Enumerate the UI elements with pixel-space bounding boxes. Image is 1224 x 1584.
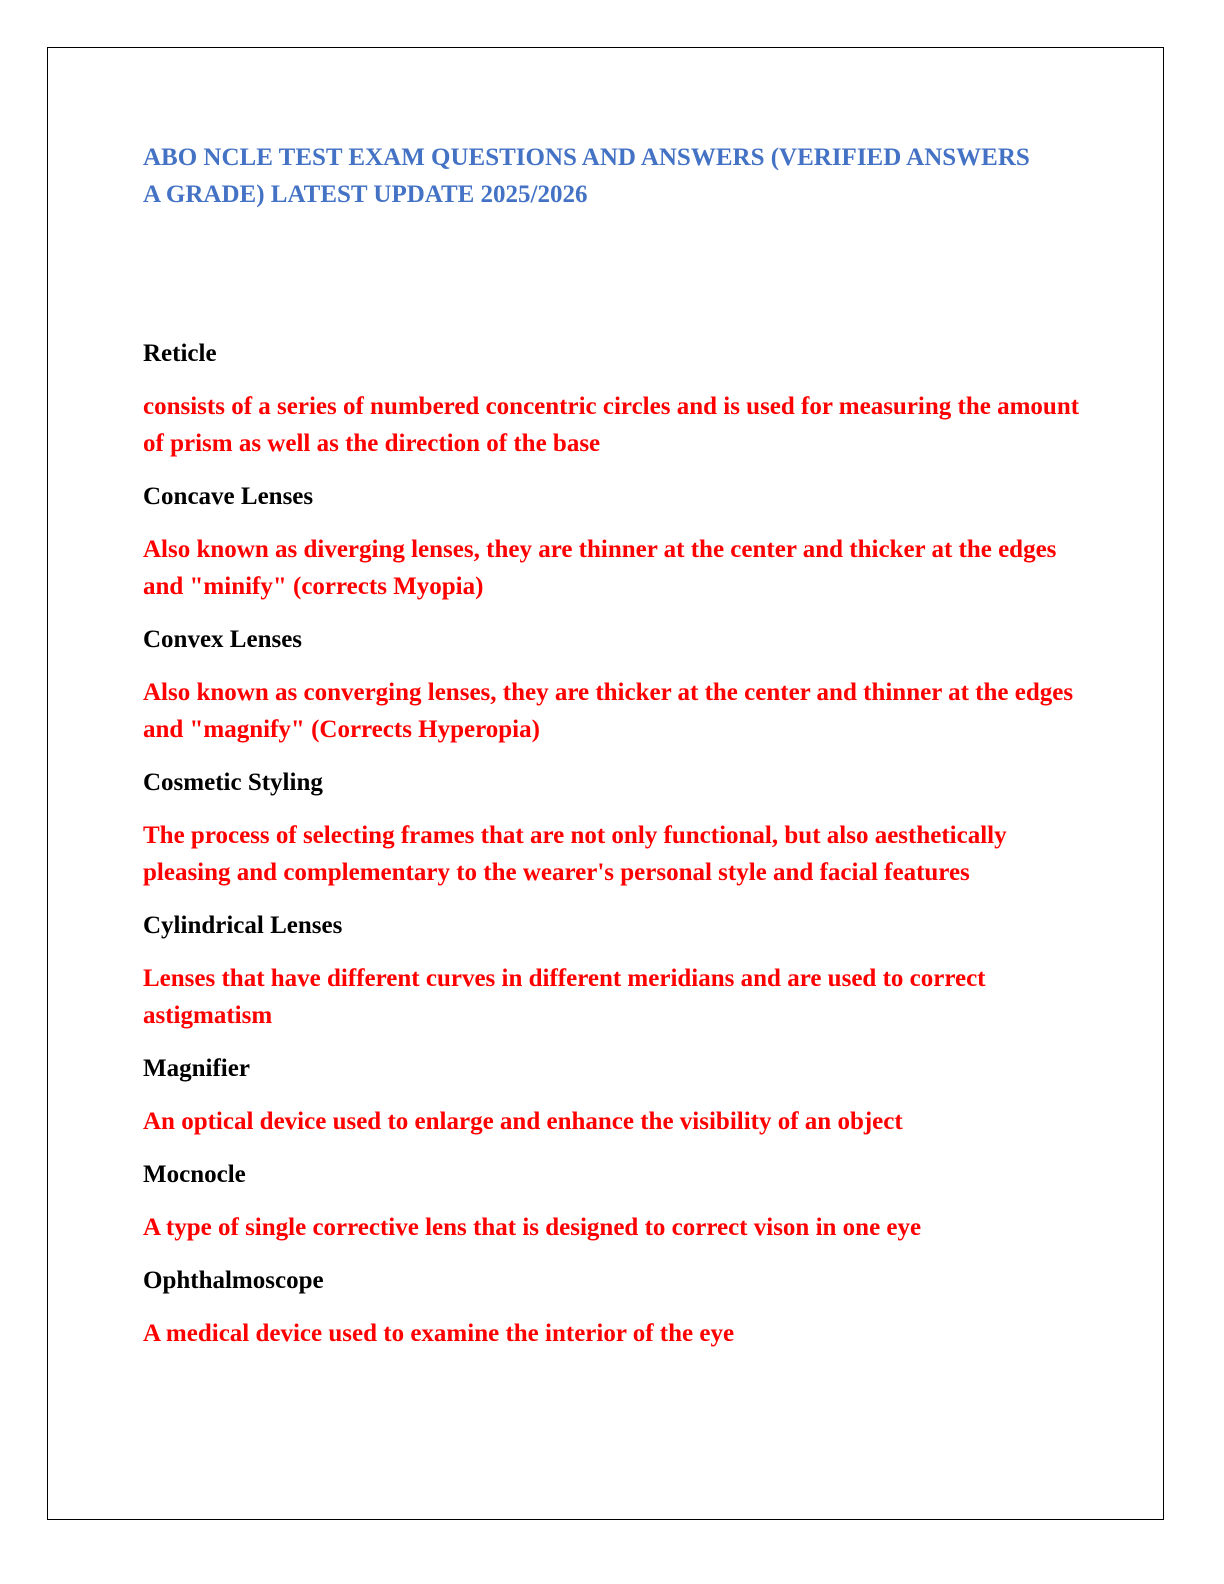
- document-title: ABO NCLE TEST EXAM QUESTIONS AND ANSWERS (VERIFIED ANSWERS A GRADE) LATEST UPDATE 2025/2026: [143, 144, 1030, 208]
- term-cylindrical-lenses: Cylindrical Lenses: [143, 912, 343, 939]
- term-concave-lenses: Concave Lenses: [143, 483, 314, 510]
- definition-cylindrical-lenses: Lenses that have different curves in different meridians and are used to correct astigmatism: [143, 965, 986, 1029]
- term-magnifier: Magnifier: [143, 1055, 250, 1082]
- term-ophthalmoscope: Ophthalmoscope: [143, 1267, 324, 1294]
- qa-list: [143, 335, 1083, 1368]
- definition-concave-lenses: Also known as diverging lenses, they are thinner at the center and thicker at the edges and "minify" (corrects Myopia): [143, 536, 1057, 600]
- definition-ophthalmoscope: A medical device used to examine the interior of the eye: [143, 1320, 735, 1347]
- term-reticle: Reticle: [143, 340, 217, 367]
- term-cosmetic-styling: Cosmetic Styling: [143, 769, 323, 796]
- term-convex-lenses: Convex Lenses: [143, 626, 303, 653]
- term-mocnocle: Mocnocle: [143, 1161, 246, 1188]
- definition-mocnocle: A type of single corrective lens that is designed to correct vison in one eye: [143, 1214, 922, 1241]
- definition-cosmetic-styling: The process of selecting frames that are not only functional, but also aesthetically pleasing and complementary to the wearer's personal style and facial features: [143, 822, 1007, 886]
- definition-convex-lenses: Also known as converging lenses, they are thicker at the center and thinner at the edges and "magnify" (Corrects Hyperopia): [143, 679, 1074, 743]
- definition-magnifier: An optical device used to enlarge and enhance the visibility of an object: [143, 1108, 903, 1135]
- definition-reticle: consists of a series of numbered concentric circles and is used for measuring the amount of prism as well as the direction of the base: [143, 393, 1080, 457]
